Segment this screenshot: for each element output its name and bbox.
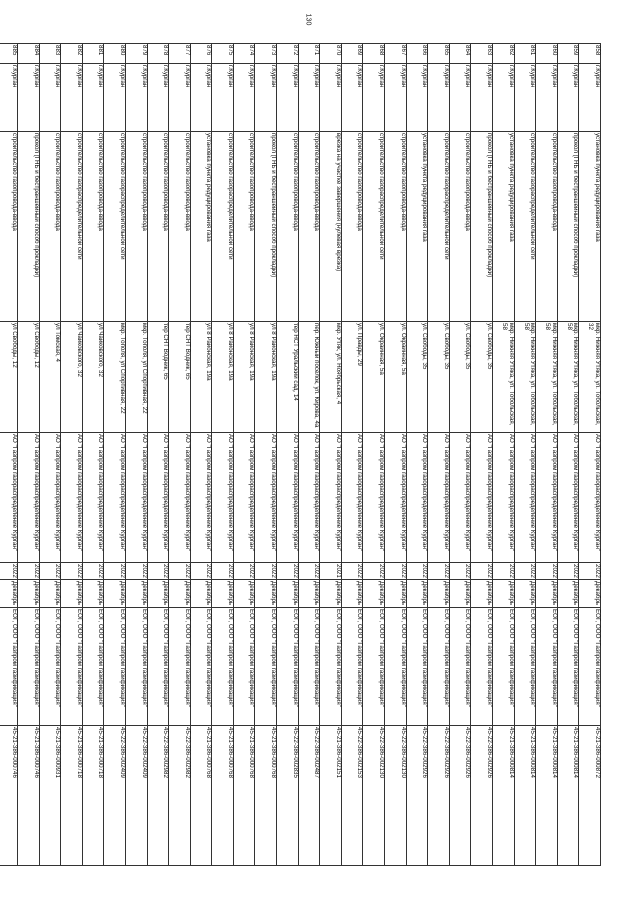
year-cell: 2022 <box>255 563 277 580</box>
table-row <box>341 44 363 866</box>
year-cell: 2022 <box>39 563 61 580</box>
organization-cell: АО "Газпром газораспределение Курган" <box>125 433 147 563</box>
year-cell: 2022 <box>104 563 126 580</box>
table-row <box>363 44 385 866</box>
registry-code-cell: 45-21-386-000931 <box>39 726 61 866</box>
address-cell: ул Чайковского, 32 <box>61 322 83 433</box>
address-cell: ул. Окраинная, 5а <box>363 322 385 433</box>
work-type-cell: прокол (ГНБ и бестраншейный способ прокладки) <box>17 132 39 322</box>
address-cell: тер НСТ Уральский сад, 14 <box>277 322 299 433</box>
year-cell: 2022 <box>514 563 536 580</box>
table-row <box>514 44 536 866</box>
registry-code-cell: 45-21-386-000746 <box>0 726 17 866</box>
certifier-cell: ЕОГ, ООО "Газпром газификация" <box>579 608 601 726</box>
organization-cell: АО "Газпром газораспределение Курган" <box>212 433 234 563</box>
registry-code-cell: 45-22-386-002409 <box>125 726 147 866</box>
table-row <box>212 44 234 866</box>
certifier-cell: ЕОГ, ООО "Газпром газификация" <box>536 608 558 726</box>
registry-code-cell: 45-21-386-000814 <box>493 726 515 866</box>
address-cell: мкр. Нижняя Утяка, ул. Тобольская, 58 <box>514 322 536 433</box>
city-cell: г.Курган <box>17 64 39 132</box>
month-cell: Декабрь <box>212 580 234 608</box>
table-row <box>406 44 428 866</box>
work-type-cell: строительство газопровода-ввода <box>341 132 363 322</box>
month-cell: Декабрь <box>428 580 450 608</box>
city-cell: г.Курган <box>471 64 493 132</box>
work-type-cell: установка пункта редуцирования газа <box>493 132 515 322</box>
work-type-cell: строительство газораспределительной сети <box>363 132 385 322</box>
row-number-cell: 869 <box>341 44 363 64</box>
month-cell: Декабрь <box>471 580 493 608</box>
year-cell: 2022 <box>363 563 385 580</box>
table-row <box>169 44 191 866</box>
address-cell: мкр. Тополя, ул Спортивная, 22 <box>125 322 147 433</box>
organization-cell: АО "Газпром газораспределение Курган" <box>493 433 515 563</box>
table-row <box>277 44 299 866</box>
month-cell: Декабрь <box>493 580 515 608</box>
organization-cell: АО "Газпром газораспределение Курган" <box>363 433 385 563</box>
table-row <box>449 44 471 866</box>
work-type-cell: строительство газопровода-ввода <box>277 132 299 322</box>
year-cell: 2022 <box>0 563 17 580</box>
certifier-cell: ЕОГ, ООО "Газпром газификация" <box>320 608 342 726</box>
month-cell: Декабрь <box>536 580 558 608</box>
table-row <box>82 44 104 866</box>
registry-code-cell: 45-21-386-000746 <box>17 726 39 866</box>
year-cell: 2022 <box>536 563 558 580</box>
address-cell: ул. Свободы, 35 <box>471 322 493 433</box>
certifier-cell: ЕОГ, ООО "Газпром газификация" <box>255 608 277 726</box>
registry-code-cell: 45-21-386-000768 <box>190 726 212 866</box>
registry-code-cell: 45-22-386-002130 <box>363 726 385 866</box>
row-number-cell: 884 <box>17 44 39 64</box>
certifier-cell: ЕОГ, ООО "Газпром газификация" <box>557 608 579 726</box>
address-cell: ул. Свободы, 35 <box>428 322 450 433</box>
registry-code-cell: 45-22-386-002409 <box>104 726 126 866</box>
year-cell: 2022 <box>449 563 471 580</box>
row-number-cell: 874 <box>233 44 255 64</box>
row-number-cell: 865 <box>428 44 450 64</box>
row-number-cell: 861 <box>514 44 536 64</box>
month-cell: Декабрь <box>39 580 61 608</box>
city-cell: г.Курган <box>341 64 363 132</box>
row-number-cell: 864 <box>449 44 471 64</box>
organization-cell: АО "Газпром газораспределение Курган" <box>104 433 126 563</box>
work-type-cell: строительство газопровода-ввода <box>298 132 320 322</box>
certifier-cell: ЕОГ, ООО "Газпром газификация" <box>169 608 191 726</box>
certifier-cell: ЕОГ, ООО "Газпром газификация" <box>104 608 126 726</box>
certifier-cell: ЕОГ, ООО "Газпром газификация" <box>82 608 104 726</box>
address-cell: ул Свободы, 12 <box>17 322 39 433</box>
registry-code-cell: 45-21-386-000768 <box>212 726 234 866</box>
city-cell: г.Курган <box>190 64 212 132</box>
registry-code-cell: 45-22-386-002926 <box>406 726 428 866</box>
row-number-cell: 882 <box>61 44 83 64</box>
table-row <box>233 44 255 866</box>
year-cell: 2022 <box>17 563 39 580</box>
address-cell: ул. Свободы, 35 <box>406 322 428 433</box>
address-cell: ул. Правды, 29 <box>341 322 363 433</box>
month-cell: Декабрь <box>579 580 601 608</box>
row-number-cell: 872 <box>277 44 299 64</box>
address-cell: ул. Свободы, 35 <box>449 322 471 433</box>
registry-table <box>0 43 601 866</box>
year-cell: 2022 <box>82 563 104 580</box>
table-row <box>190 44 212 866</box>
month-cell: Декабрь <box>125 580 147 608</box>
registry-code-cell: 45-21-386-000768 <box>233 726 255 866</box>
address-cell: мкр. Нижняя Утяка, ул. Тобольская, 58 <box>557 322 579 433</box>
registry-rows <box>0 44 601 866</box>
address-cell: ул 8 Районская, 19а <box>255 322 277 433</box>
work-type-cell: строительство газопровода-ввода <box>147 132 169 322</box>
row-number-cell: 878 <box>147 44 169 64</box>
address-cell: мкр. Нижняя Утяка, ул. Тобольская, 58 <box>493 322 515 433</box>
month-cell: Декабрь <box>514 580 536 608</box>
address-cell: ул. Окраинная, 5а <box>385 322 407 433</box>
city-cell: г.Курган <box>557 64 579 132</box>
address-cell: ул Чайковского, 32 <box>82 322 104 433</box>
row-number-cell: 871 <box>298 44 320 64</box>
organization-cell: АО "Газпром газораспределение Курган" <box>428 433 450 563</box>
year-cell: 2022 <box>406 563 428 580</box>
address-cell: тер СНТ Водник, 65 <box>147 322 169 433</box>
city-cell: г.Курган <box>125 64 147 132</box>
organization-cell: АО "Газпром газораспределение Курган" <box>17 433 39 563</box>
year-cell: 2022 <box>61 563 83 580</box>
city-cell: г.Курган <box>493 64 515 132</box>
city-cell: г.Курган <box>579 64 601 132</box>
certifier-cell: ЕОГ, ООО "Газпром газификация" <box>363 608 385 726</box>
certifier-cell: ЕОГ, ООО "Газпром газификация" <box>471 608 493 726</box>
city-cell: г.Курган <box>82 64 104 132</box>
certifier-cell: ЕОГ, ООО "Газпром газификация" <box>212 608 234 726</box>
address-cell: тер СНТ Водник, 65 <box>169 322 191 433</box>
certifier-cell: ЕОГ, ООО "Газпром газификация" <box>514 608 536 726</box>
address-cell: ул 8 Районская, 19а <box>233 322 255 433</box>
year-cell: 2022 <box>169 563 191 580</box>
row-number-cell: 866 <box>406 44 428 64</box>
city-cell: г.Курган <box>212 64 234 132</box>
table-row <box>17 44 39 866</box>
city-cell: г.Курган <box>61 64 83 132</box>
certifier-cell: ЕОГ, ООО "Газпром газификация" <box>493 608 515 726</box>
registry-code-cell: 45-21-386-000814 <box>557 726 579 866</box>
row-number-cell: 876 <box>190 44 212 64</box>
certifier-cell: ЕОГ, ООО "Газпром газификация" <box>0 608 17 726</box>
registry-code-cell: 45-21-386-000768 <box>255 726 277 866</box>
city-cell: г.Курган <box>277 64 299 132</box>
certifier-cell: ЕОГ, ООО "Газпром газификация" <box>406 608 428 726</box>
year-cell: 2022 <box>493 563 515 580</box>
registry-code-cell: 45-21-386-000872 <box>579 726 601 866</box>
year-cell: 2022 <box>147 563 169 580</box>
year-cell: 2022 <box>125 563 147 580</box>
city-cell: г.Курган <box>39 64 61 132</box>
work-type-cell: строительство газораспределительной сети <box>61 132 83 322</box>
registry-code-cell: 45-22-386-002982 <box>169 726 191 866</box>
month-cell: Декабрь <box>104 580 126 608</box>
organization-cell: АО "Газпром газораспределение Курган" <box>341 433 363 563</box>
work-type-cell: строительство газопровода-ввода <box>233 132 255 322</box>
city-cell: г.Курган <box>255 64 277 132</box>
month-cell: Декабрь <box>406 580 428 608</box>
organization-cell: АО "Газпром газораспределение Курган" <box>298 433 320 563</box>
certifier-cell: ЕОГ, ООО "Газпром газификация" <box>385 608 407 726</box>
year-cell: 2022 <box>557 563 579 580</box>
table-row <box>471 44 493 866</box>
month-cell: Декабрь <box>341 580 363 608</box>
city-cell: г.Курган <box>536 64 558 132</box>
city-cell: г.Курган <box>449 64 471 132</box>
year-cell: 2022 <box>341 563 363 580</box>
organization-cell: АО "Газпром газораспределение Курган" <box>385 433 407 563</box>
organization-cell: АО "Газпром газораспределение Курган" <box>579 433 601 563</box>
row-number-cell: 877 <box>169 44 191 64</box>
year-cell: 2022 <box>428 563 450 580</box>
organization-cell: АО "Газпром газораспределение Курган" <box>39 433 61 563</box>
month-cell: Декабрь <box>449 580 471 608</box>
registry-code-cell: 45-21-386-000718 <box>61 726 83 866</box>
certifier-cell: ЕОГ, ООО "Газпром газификация" <box>125 608 147 726</box>
year-cell: 2022 <box>471 563 493 580</box>
organization-cell: АО "Газпром газораспределение Курган" <box>190 433 212 563</box>
registry-code-cell: 45-22-386-002982 <box>147 726 169 866</box>
row-number-cell: 862 <box>493 44 515 64</box>
row-number-cell: 859 <box>557 44 579 64</box>
organization-cell: АО "Газпром газораспределение Курган" <box>320 433 342 563</box>
registry-code-cell: 45-22-386-002153 <box>341 726 363 866</box>
row-number-cell: 875 <box>212 44 234 64</box>
organization-cell: АО "Газпром газораспределение Курган" <box>61 433 83 563</box>
certifier-cell: ЕОГ, ООО "Газпром газификация" <box>449 608 471 726</box>
certifier-cell: ЕОГ, ООО "Газпром газификация" <box>61 608 83 726</box>
month-cell: Декабрь <box>147 580 169 608</box>
address-cell: ул Томская, 4 <box>39 322 61 433</box>
month-cell: Декабрь <box>557 580 579 608</box>
work-type-cell: прокол (ГНБ и бестраншейный способ прокладки) <box>557 132 579 322</box>
city-cell: г.Курган <box>147 64 169 132</box>
month-cell: Декабрь <box>82 580 104 608</box>
registry-code-cell: 45-22-386-002835 <box>277 726 299 866</box>
work-type-cell: строительство газораспределительной сети <box>514 132 536 322</box>
month-cell: Декабрь <box>255 580 277 608</box>
work-type-cell: прокол (ГНБ и бестраншейный способ прокладки) <box>471 132 493 322</box>
table-row <box>557 44 579 866</box>
city-cell: г.Курган <box>406 64 428 132</box>
organization-cell: АО "Газпром газораспределение Курган" <box>147 433 169 563</box>
work-type-cell: строительство газопровода-ввода <box>82 132 104 322</box>
row-number-cell: 873 <box>255 44 277 64</box>
table-row <box>125 44 147 866</box>
row-number-cell: 879 <box>125 44 147 64</box>
month-cell: Декабрь <box>233 580 255 608</box>
organization-cell: АО "Газпром газораспределение Курган" <box>82 433 104 563</box>
certifier-cell: ЕОГ, ООО "Газпром газификация" <box>17 608 39 726</box>
table-row <box>147 44 169 866</box>
registry-code-cell: 45-21-386-000814 <box>514 726 536 866</box>
work-type-cell: строительство газопровода-ввода <box>39 132 61 322</box>
certifier-cell: ЕОГ, ООО "Газпром газификация" <box>298 608 320 726</box>
certifier-cell: ЕОГ, ООО "Газпром газификация" <box>190 608 212 726</box>
table-row <box>255 44 277 866</box>
month-cell: Декабрь <box>277 580 299 608</box>
work-type-cell: строительство газопровода-ввода <box>536 132 558 322</box>
address-cell: ул Свободы, 12 <box>0 322 17 433</box>
certifier-cell: ЕОГ, ООО "Газпром газификация" <box>277 608 299 726</box>
certifier-cell: ЕОГ, ООО "Газпром газификация" <box>233 608 255 726</box>
table-row <box>493 44 515 866</box>
month-cell: Декабрь <box>169 580 191 608</box>
certifier-cell: ЕОГ, ООО "Газпром газификация" <box>147 608 169 726</box>
work-type-cell: строительство газораспределительной сети <box>212 132 234 322</box>
year-cell: 2022 <box>579 563 601 580</box>
year-cell: 2022 <box>190 563 212 580</box>
registry-table-container <box>10 43 601 865</box>
city-cell: г.Курган <box>514 64 536 132</box>
city-cell: г.Курган <box>169 64 191 132</box>
work-type-cell: строительство газопровода-ввода <box>385 132 407 322</box>
table-row <box>428 44 450 866</box>
table-row <box>320 44 342 866</box>
month-cell: Декабрь <box>0 580 17 608</box>
organization-cell: АО "Газпром газораспределение Курган" <box>514 433 536 563</box>
page-number: 130 <box>304 13 312 26</box>
table-row <box>104 44 126 866</box>
city-cell: г.Курган <box>0 64 17 132</box>
work-type-cell: установка пункта редуцирования газа <box>579 132 601 322</box>
month-cell: Декабрь <box>385 580 407 608</box>
month-cell: Декабрь <box>61 580 83 608</box>
organization-cell: АО "Газпром газораспределение Курган" <box>449 433 471 563</box>
row-number-cell: 860 <box>536 44 558 64</box>
city-cell: г.Курган <box>298 64 320 132</box>
certifier-cell: ЕОГ, ООО "Газпром газификация" <box>428 608 450 726</box>
month-cell: Декабрь <box>298 580 320 608</box>
work-type-cell: строительство газораспределительной сети <box>428 132 450 322</box>
row-number-cell: 867 <box>385 44 407 64</box>
city-cell: г.Курган <box>428 64 450 132</box>
registry-code-cell: 45-22-386-002130 <box>385 726 407 866</box>
work-type-cell: прокол (ГНБ и бестраншейный способ прокладки) <box>255 132 277 322</box>
address-cell: пер. Южный поселок, ул. Кирова, 4а <box>298 322 320 433</box>
certifier-cell: ЕОГ, ООО "Газпром газификация" <box>341 608 363 726</box>
organization-cell: АО "Газпром газораспределение Курган" <box>557 433 579 563</box>
row-number-cell: 880 <box>104 44 126 64</box>
organization-cell: АО "Газпром газораспределение Курган" <box>169 433 191 563</box>
row-number-cell: 883 <box>39 44 61 64</box>
table-row <box>579 44 601 866</box>
month-cell: Декабрь <box>363 580 385 608</box>
registry-code-cell: 45-22-386-002487 <box>298 726 320 866</box>
table-row <box>39 44 61 866</box>
organization-cell: АО "Газпром газораспределение Курган" <box>277 433 299 563</box>
year-cell: 2022 <box>298 563 320 580</box>
organization-cell: АО "Газпром газораспределение Курган" <box>471 433 493 563</box>
address-cell: мкр. Утяк, ул. Ноябрьская, 4 <box>320 322 342 433</box>
work-type-cell: врезка на участке завершения (нулевая врезка) <box>320 132 342 322</box>
row-number-cell: 885 <box>0 44 17 64</box>
table-row <box>298 44 320 866</box>
row-number-cell: 870 <box>320 44 342 64</box>
row-number-cell: 881 <box>82 44 104 64</box>
work-type-cell: строительство газопровода-ввода <box>169 132 191 322</box>
month-cell: Декабрь <box>320 580 342 608</box>
work-type-cell: строительство газопровода-ввода <box>125 132 147 322</box>
table-row <box>385 44 407 866</box>
year-cell: 2022 <box>277 563 299 580</box>
work-type-cell: строительство газопровода-ввода <box>449 132 471 322</box>
city-cell: г.Курган <box>385 64 407 132</box>
year-cell: 2021 <box>320 563 342 580</box>
city-cell: г.Курган <box>104 64 126 132</box>
work-type-cell: строительство газопровода-ввода <box>0 132 17 322</box>
organization-cell: АО "Газпром газораспределение Курган" <box>406 433 428 563</box>
table-row <box>61 44 83 866</box>
year-cell: 2022 <box>212 563 234 580</box>
organization-cell: АО "Газпром газораспределение Курган" <box>233 433 255 563</box>
work-type-cell: установка пункта редуцирования газа <box>190 132 212 322</box>
organization-cell: АО "Газпром газораспределение Курган" <box>536 433 558 563</box>
address-cell: мкр. Нижняя Утяка, ул. Тобольская, 58 <box>536 322 558 433</box>
work-type-cell: установка пункта редуцирования газа <box>406 132 428 322</box>
certifier-cell: ЕОГ, ООО "Газпром газификация" <box>39 608 61 726</box>
row-number-cell: 858 <box>579 44 601 64</box>
registry-code-cell: 45-22-386-002926 <box>449 726 471 866</box>
year-cell: 2022 <box>233 563 255 580</box>
registry-code-cell: 45-21-386-002151 <box>320 726 342 866</box>
address-cell: мкр. Тополя, ул Спортивная, 22 <box>104 322 126 433</box>
work-type-cell: строительство газораспределительной сети <box>104 132 126 322</box>
address-cell: ул 8 Районская, 19а <box>212 322 234 433</box>
organization-cell: АО "Газпром газораспределение Курган" <box>0 433 17 563</box>
month-cell: Декабрь <box>17 580 39 608</box>
organization-cell: АО "Газпром газораспределение Курган" <box>255 433 277 563</box>
registry-code-cell: 45-21-386-000814 <box>536 726 558 866</box>
city-cell: г.Курган <box>363 64 385 132</box>
registry-code-cell: 45-22-386-002926 <box>428 726 450 866</box>
address-cell: ул 8 Районская, 19а <box>190 322 212 433</box>
city-cell: г.Курган <box>320 64 342 132</box>
year-cell: 2022 <box>385 563 407 580</box>
city-cell: г.Курган <box>233 64 255 132</box>
row-number-cell: 868 <box>363 44 385 64</box>
table-row <box>0 44 17 866</box>
registry-code-cell: 45-22-386-002926 <box>471 726 493 866</box>
registry-code-cell: 45-21-386-000718 <box>82 726 104 866</box>
table-row <box>536 44 558 866</box>
row-number-cell: 863 <box>471 44 493 64</box>
month-cell: Декабрь <box>190 580 212 608</box>
address-cell: мкр. Нижняя Утяка, ул. Тобольская, 32 <box>579 322 601 433</box>
